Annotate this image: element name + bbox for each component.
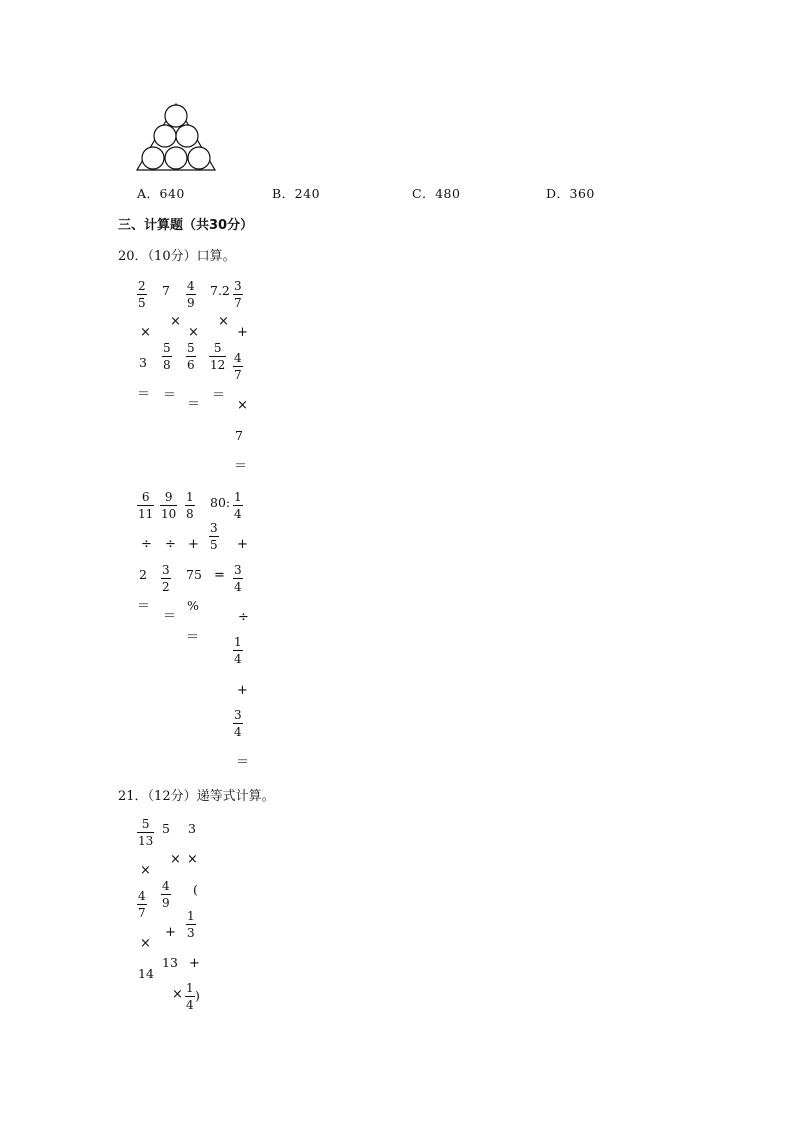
q21-c1-fraction-b <box>137 890 147 919</box>
q20-r2c1-operator: ÷ <box>141 537 152 552</box>
q20-r2c3-fraction <box>185 491 195 520</box>
denominator: 9 <box>162 896 170 910</box>
numerator: 3 <box>210 521 218 535</box>
q21-c2-plus: + <box>165 925 176 940</box>
denominator: 6 <box>187 358 195 372</box>
numerator: 5 <box>187 341 195 355</box>
q20-r1c3-fraction-a <box>186 280 196 309</box>
q20-r2c4-number-value: 80 <box>210 495 226 510</box>
q21-c3-times: × <box>187 852 198 867</box>
numerator: 4 <box>138 889 146 903</box>
q20-title: 20．（10分）口算。 <box>118 249 236 264</box>
numerator: 3 <box>234 563 242 577</box>
q20-r2c5-equals: ＝ <box>236 755 250 770</box>
q20-r1c2-fraction <box>162 342 172 371</box>
q20-r2c4-colon: : <box>225 495 231 510</box>
q20-r1c1-fraction <box>137 280 147 309</box>
numerator: 1 <box>186 981 194 995</box>
denominator: 4 <box>234 507 242 521</box>
q20-r2c5-fraction-b <box>233 564 243 593</box>
q21-c1-number: 14 <box>138 966 154 981</box>
q21-c3-paren-open: ( <box>193 882 198 897</box>
q20-r1c5-times: × <box>237 398 248 413</box>
q20-r2c5-plus: + <box>237 537 248 552</box>
denominator: 7 <box>234 368 242 382</box>
q20-r1c5-fraction-a <box>233 280 243 309</box>
denominator: 12 <box>210 358 226 372</box>
q20-r2c4-equals: = <box>214 568 225 583</box>
denominator: 5 <box>210 538 218 552</box>
q20-r2c5-fraction-a <box>233 491 243 520</box>
q21-c2-number: 5 <box>162 821 170 836</box>
q20-r1c5-equals: ＝ <box>234 459 248 474</box>
q20-r2c1-equals: ＝ <box>137 599 151 614</box>
q20-r2c1-number: 2 <box>139 567 147 582</box>
denominator: 8 <box>163 358 171 372</box>
denominator: 7 <box>138 906 146 920</box>
numerator: 5 <box>163 341 171 355</box>
q21-c2-times: × <box>170 852 181 867</box>
q20-r1c5-number: 7 <box>235 428 243 443</box>
q20-r2c3-percent: % <box>187 598 199 613</box>
denominator: 4 <box>234 652 242 666</box>
q21-c3-fraction-a <box>186 910 196 939</box>
q20-r1c3-operator: × <box>188 325 199 340</box>
q21-c3-paren-close: ) <box>195 988 200 1003</box>
q20-r1c2-number: 7 <box>162 283 170 298</box>
q20-r2c2-fraction-a <box>160 491 177 520</box>
q20-r2c1-fraction <box>137 491 154 520</box>
triangle-circles-figure <box>134 100 218 176</box>
q21-c3-fraction-b <box>185 982 195 1011</box>
q21-c1-fraction-a <box>137 818 154 847</box>
q20-r2c3-number: 75 <box>186 567 202 582</box>
q20-r2c2-equals: ＝ <box>163 609 177 624</box>
numerator: 3 <box>234 279 242 293</box>
q20-r2c4-fraction <box>209 522 219 551</box>
q20-r2c5-divide: ÷ <box>238 610 249 625</box>
numerator: 3 <box>234 708 242 722</box>
q20-r1c1-number: 3 <box>139 355 147 370</box>
q20-r1c4-number: 7.2 <box>210 283 230 298</box>
q20-r1c1-equals: ＝ <box>137 387 151 402</box>
q20-r2c5-fraction-d <box>233 709 243 738</box>
q20-r1c3-equals: ＝ <box>187 397 201 412</box>
q20-r2c5-fraction-c <box>233 636 243 665</box>
section-title: 三、计算题（共30分） <box>118 218 254 233</box>
q21-c3-times-2: × <box>172 987 183 1002</box>
numerator: 5 <box>141 817 150 831</box>
q20-r1c4-fraction <box>209 342 226 371</box>
q20-r1c1-operator: × <box>140 325 151 340</box>
q21-c1-times-2: × <box>140 936 151 951</box>
q20-r1c4-equals: ＝ <box>212 388 226 403</box>
denominator: 9 <box>187 296 195 310</box>
denominator: 8 <box>186 507 194 521</box>
q21-c3-number: 3 <box>188 821 196 836</box>
q21-c2-fraction <box>161 880 171 909</box>
q20-r2c4-number <box>210 497 230 510</box>
q20-r1c5-fraction-b <box>233 352 243 381</box>
numerator: 1 <box>234 490 242 504</box>
q20-r2c5-plus-2: + <box>237 683 248 698</box>
denominator: 3 <box>187 926 195 940</box>
numerator: 5 <box>213 341 222 355</box>
denominator: 7 <box>234 296 242 310</box>
numerator: 2 <box>138 279 146 293</box>
choice-d: D．360 <box>546 186 595 201</box>
denominator: 2 <box>162 580 170 594</box>
q21-c3-plus: + <box>189 956 200 971</box>
numerator: 4 <box>187 279 195 293</box>
denominator: 4 <box>186 998 194 1012</box>
q20-r1c2-operator: × <box>170 314 181 329</box>
q21-c2-number-2: 13 <box>162 955 178 970</box>
choice-a: A．640 <box>137 186 185 201</box>
choice-b: B．240 <box>272 186 321 201</box>
denominator: 13 <box>138 834 154 848</box>
q21-title: 21．（12分）递等式计算。 <box>118 789 275 804</box>
denominator: 4 <box>234 580 242 594</box>
numerator: 1 <box>234 635 242 649</box>
numerator: 1 <box>186 490 194 504</box>
numerator: 4 <box>162 879 170 893</box>
q20-r2c3-equals: ＝ <box>186 630 200 645</box>
q20-r1c5-plus: + <box>237 325 248 340</box>
q20-r2c3-operator: + <box>188 537 199 552</box>
numerator: 9 <box>164 490 173 504</box>
q20-r2c2-operator: ÷ <box>165 537 176 552</box>
q20-r1c4-operator: × <box>218 314 229 329</box>
choice-c: C．480 <box>412 186 461 201</box>
q21-c1-times: × <box>140 863 151 878</box>
numerator: 6 <box>141 490 150 504</box>
denominator: 10 <box>161 507 177 521</box>
q20-r1c3-fraction-b <box>186 342 196 371</box>
q20-r2c2-fraction-b <box>161 564 171 593</box>
denominator: 5 <box>138 296 146 310</box>
numerator: 1 <box>187 909 195 923</box>
denominator: 11 <box>138 507 154 521</box>
q20-r1c2-equals: ＝ <box>163 388 177 403</box>
numerator: 4 <box>234 351 242 365</box>
denominator: 4 <box>234 725 242 739</box>
numerator: 3 <box>162 563 170 577</box>
